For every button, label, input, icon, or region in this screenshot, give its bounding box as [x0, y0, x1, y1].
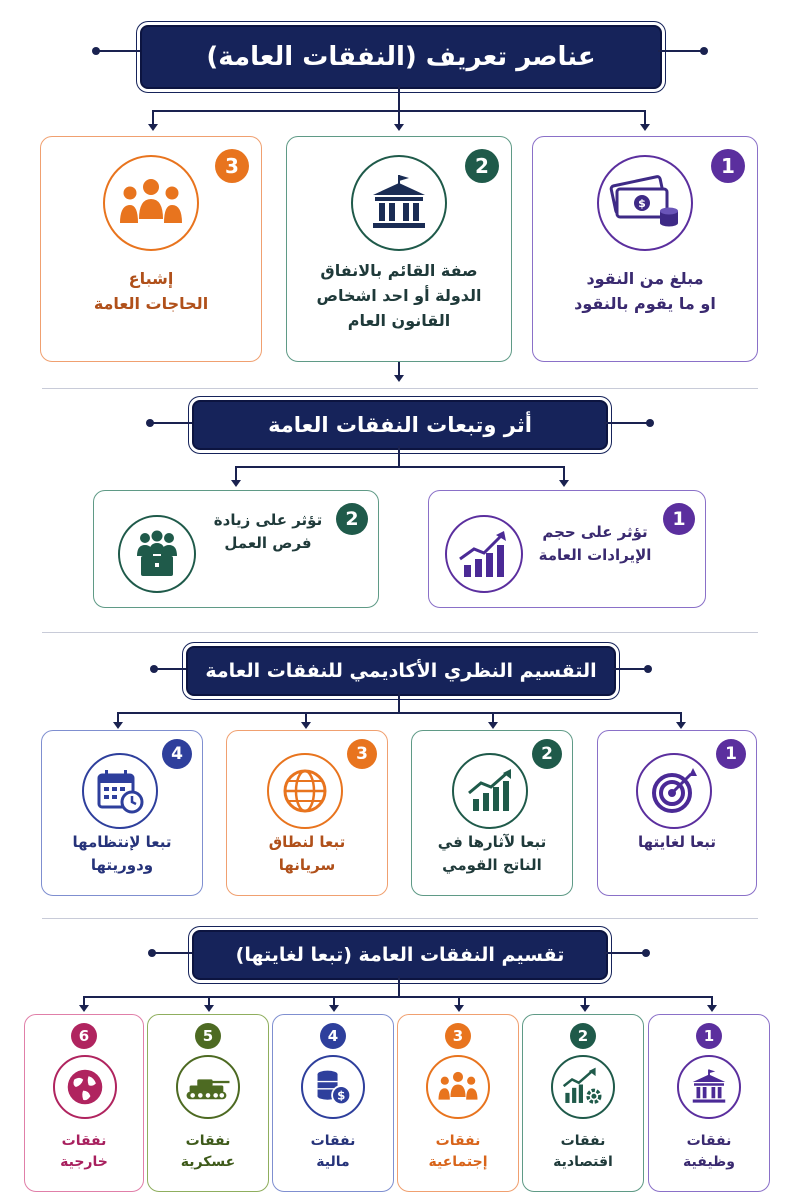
number-badge: 3 [445, 1023, 471, 1049]
number-badge: 5 [195, 1023, 221, 1049]
section-separator [42, 632, 758, 633]
card-financial-expenses [272, 1014, 394, 1192]
section-4-title-text: تقسيم النفقات العامة (تبعا لغايتها) [235, 944, 565, 966]
card-text: تبعا لغايتها [637, 833, 717, 851]
card-text: نفقات وظيفية [683, 1133, 735, 1170]
connector-line [398, 976, 400, 996]
connector-line [658, 50, 702, 52]
economy-chart-gear-icon [551, 1055, 615, 1119]
arrow-down [394, 124, 404, 131]
arrow-down [301, 722, 311, 729]
arrow-down [148, 124, 158, 131]
card-text: نفقات خارجية [60, 1133, 108, 1170]
employment-briefcase-icon [118, 515, 196, 593]
card-by-purpose [597, 730, 757, 896]
section-2-title-text: أثر وتبعات النفقات العامة [268, 413, 532, 437]
connector-line [604, 422, 648, 424]
card-affects-employment [93, 490, 379, 608]
card-text: مبلغ من النقود او ما يقوم بالنقود [574, 269, 716, 313]
number-badge: 2 [570, 1023, 596, 1049]
card-military-expenses [147, 1014, 269, 1192]
number-badge: 1 [696, 1023, 722, 1049]
arrow-down [676, 722, 686, 729]
connector-line [98, 50, 140, 52]
card-text: تؤثر على زيادة فرص العمل [213, 511, 323, 553]
card-functional-expenses [648, 1014, 770, 1192]
arrow-down [113, 722, 123, 729]
globe-icon [267, 753, 343, 829]
number-badge: 1 [711, 149, 745, 183]
connector-line [152, 110, 154, 124]
arrow-down [79, 1005, 89, 1012]
number-badge: 6 [71, 1023, 97, 1049]
section-3-title [186, 646, 616, 696]
rising-chart-icon [452, 753, 528, 829]
coins-dollar-icon [301, 1055, 365, 1119]
target-icon [636, 753, 712, 829]
arrow-down [204, 1005, 214, 1012]
number-badge: 1 [716, 739, 746, 769]
tank-icon [176, 1055, 240, 1119]
section-separator [42, 918, 758, 919]
section-4-title [192, 930, 608, 980]
government-building-icon [351, 155, 447, 251]
card-text: إشباع الحاجات العامة [93, 269, 209, 313]
arrow-down [454, 1005, 464, 1012]
number-badge: 3 [215, 149, 249, 183]
svg-text:$: $ [337, 1088, 346, 1103]
card-text: صفة القائم بالانفاق الدولة أو احد اشخاص القانون العام [316, 261, 482, 330]
government-building-icon [677, 1055, 741, 1119]
connector-line [152, 422, 192, 424]
connector-line [398, 110, 400, 124]
arrow-down [394, 375, 404, 382]
connector-line [398, 446, 400, 466]
arrow-down [580, 1005, 590, 1012]
card-foreign-expenses [24, 1014, 144, 1192]
card-spender-status [286, 136, 512, 362]
card-affects-revenue [428, 490, 706, 608]
section-3-title-text: التقسيم النظري الأكاديمي للنفقات العامة [205, 660, 597, 682]
arrow-down [231, 480, 241, 487]
card-by-effects [411, 730, 573, 896]
arrow-down [559, 480, 569, 487]
card-text: نفقات إجتماعية [428, 1133, 488, 1170]
card-by-scope [226, 730, 388, 896]
people-group-icon [103, 155, 199, 251]
connector-line [235, 466, 565, 468]
connector-line [398, 85, 400, 110]
number-badge: 2 [336, 503, 368, 535]
card-amount-of-money [532, 136, 758, 362]
calendar-clock-icon [82, 753, 158, 829]
number-badge: 3 [347, 739, 377, 769]
card-social-expenses [397, 1014, 519, 1192]
number-badge: 1 [663, 503, 695, 535]
connector-line [604, 952, 644, 954]
connector-line [156, 668, 186, 670]
connector-line [398, 692, 400, 712]
connector-line [398, 362, 400, 376]
arrow-down [329, 1005, 339, 1012]
card-by-regularity [41, 730, 203, 896]
number-badge: 4 [320, 1023, 346, 1049]
card-text: تبعا لإنتظامها ودوريتها [72, 833, 172, 875]
arrow-down [707, 1005, 717, 1012]
number-badge: 4 [162, 739, 192, 769]
growth-chart-icon [445, 515, 523, 593]
card-text: تبعا لنطاق سريانها [268, 833, 346, 875]
connector-line [154, 952, 192, 954]
card-text: تبعا لآثارها في الناتج القومي [437, 833, 547, 875]
section-1-title [140, 25, 662, 89]
arrow-down [640, 124, 650, 131]
svg-text:$: $ [638, 197, 646, 210]
section-2-title [192, 400, 608, 450]
world-icon [53, 1055, 117, 1119]
arrow-down [488, 722, 498, 729]
card-text: نفقات اقتصادية [553, 1133, 613, 1170]
connector-line [235, 466, 237, 480]
connector-line [612, 668, 646, 670]
section-1-title-text: عناصر تعريف (النفقات العامة) [206, 42, 596, 72]
section-separator [42, 388, 758, 389]
number-badge: 2 [465, 149, 499, 183]
number-badge: 2 [532, 739, 562, 769]
connector-line [563, 466, 565, 480]
card-text: تؤثر على حجم الإيرادات العامة [538, 523, 652, 565]
card-text: نفقات عسكرية [180, 1133, 236, 1170]
money-icon [597, 155, 693, 251]
card-text: نفقات مالية [310, 1133, 356, 1170]
card-economic-expenses [522, 1014, 644, 1192]
card-satisfy-public-needs [40, 136, 262, 362]
connector-line [644, 110, 646, 124]
connector-line [117, 712, 682, 714]
people-group-icon [426, 1055, 490, 1119]
connector-line [83, 996, 713, 998]
